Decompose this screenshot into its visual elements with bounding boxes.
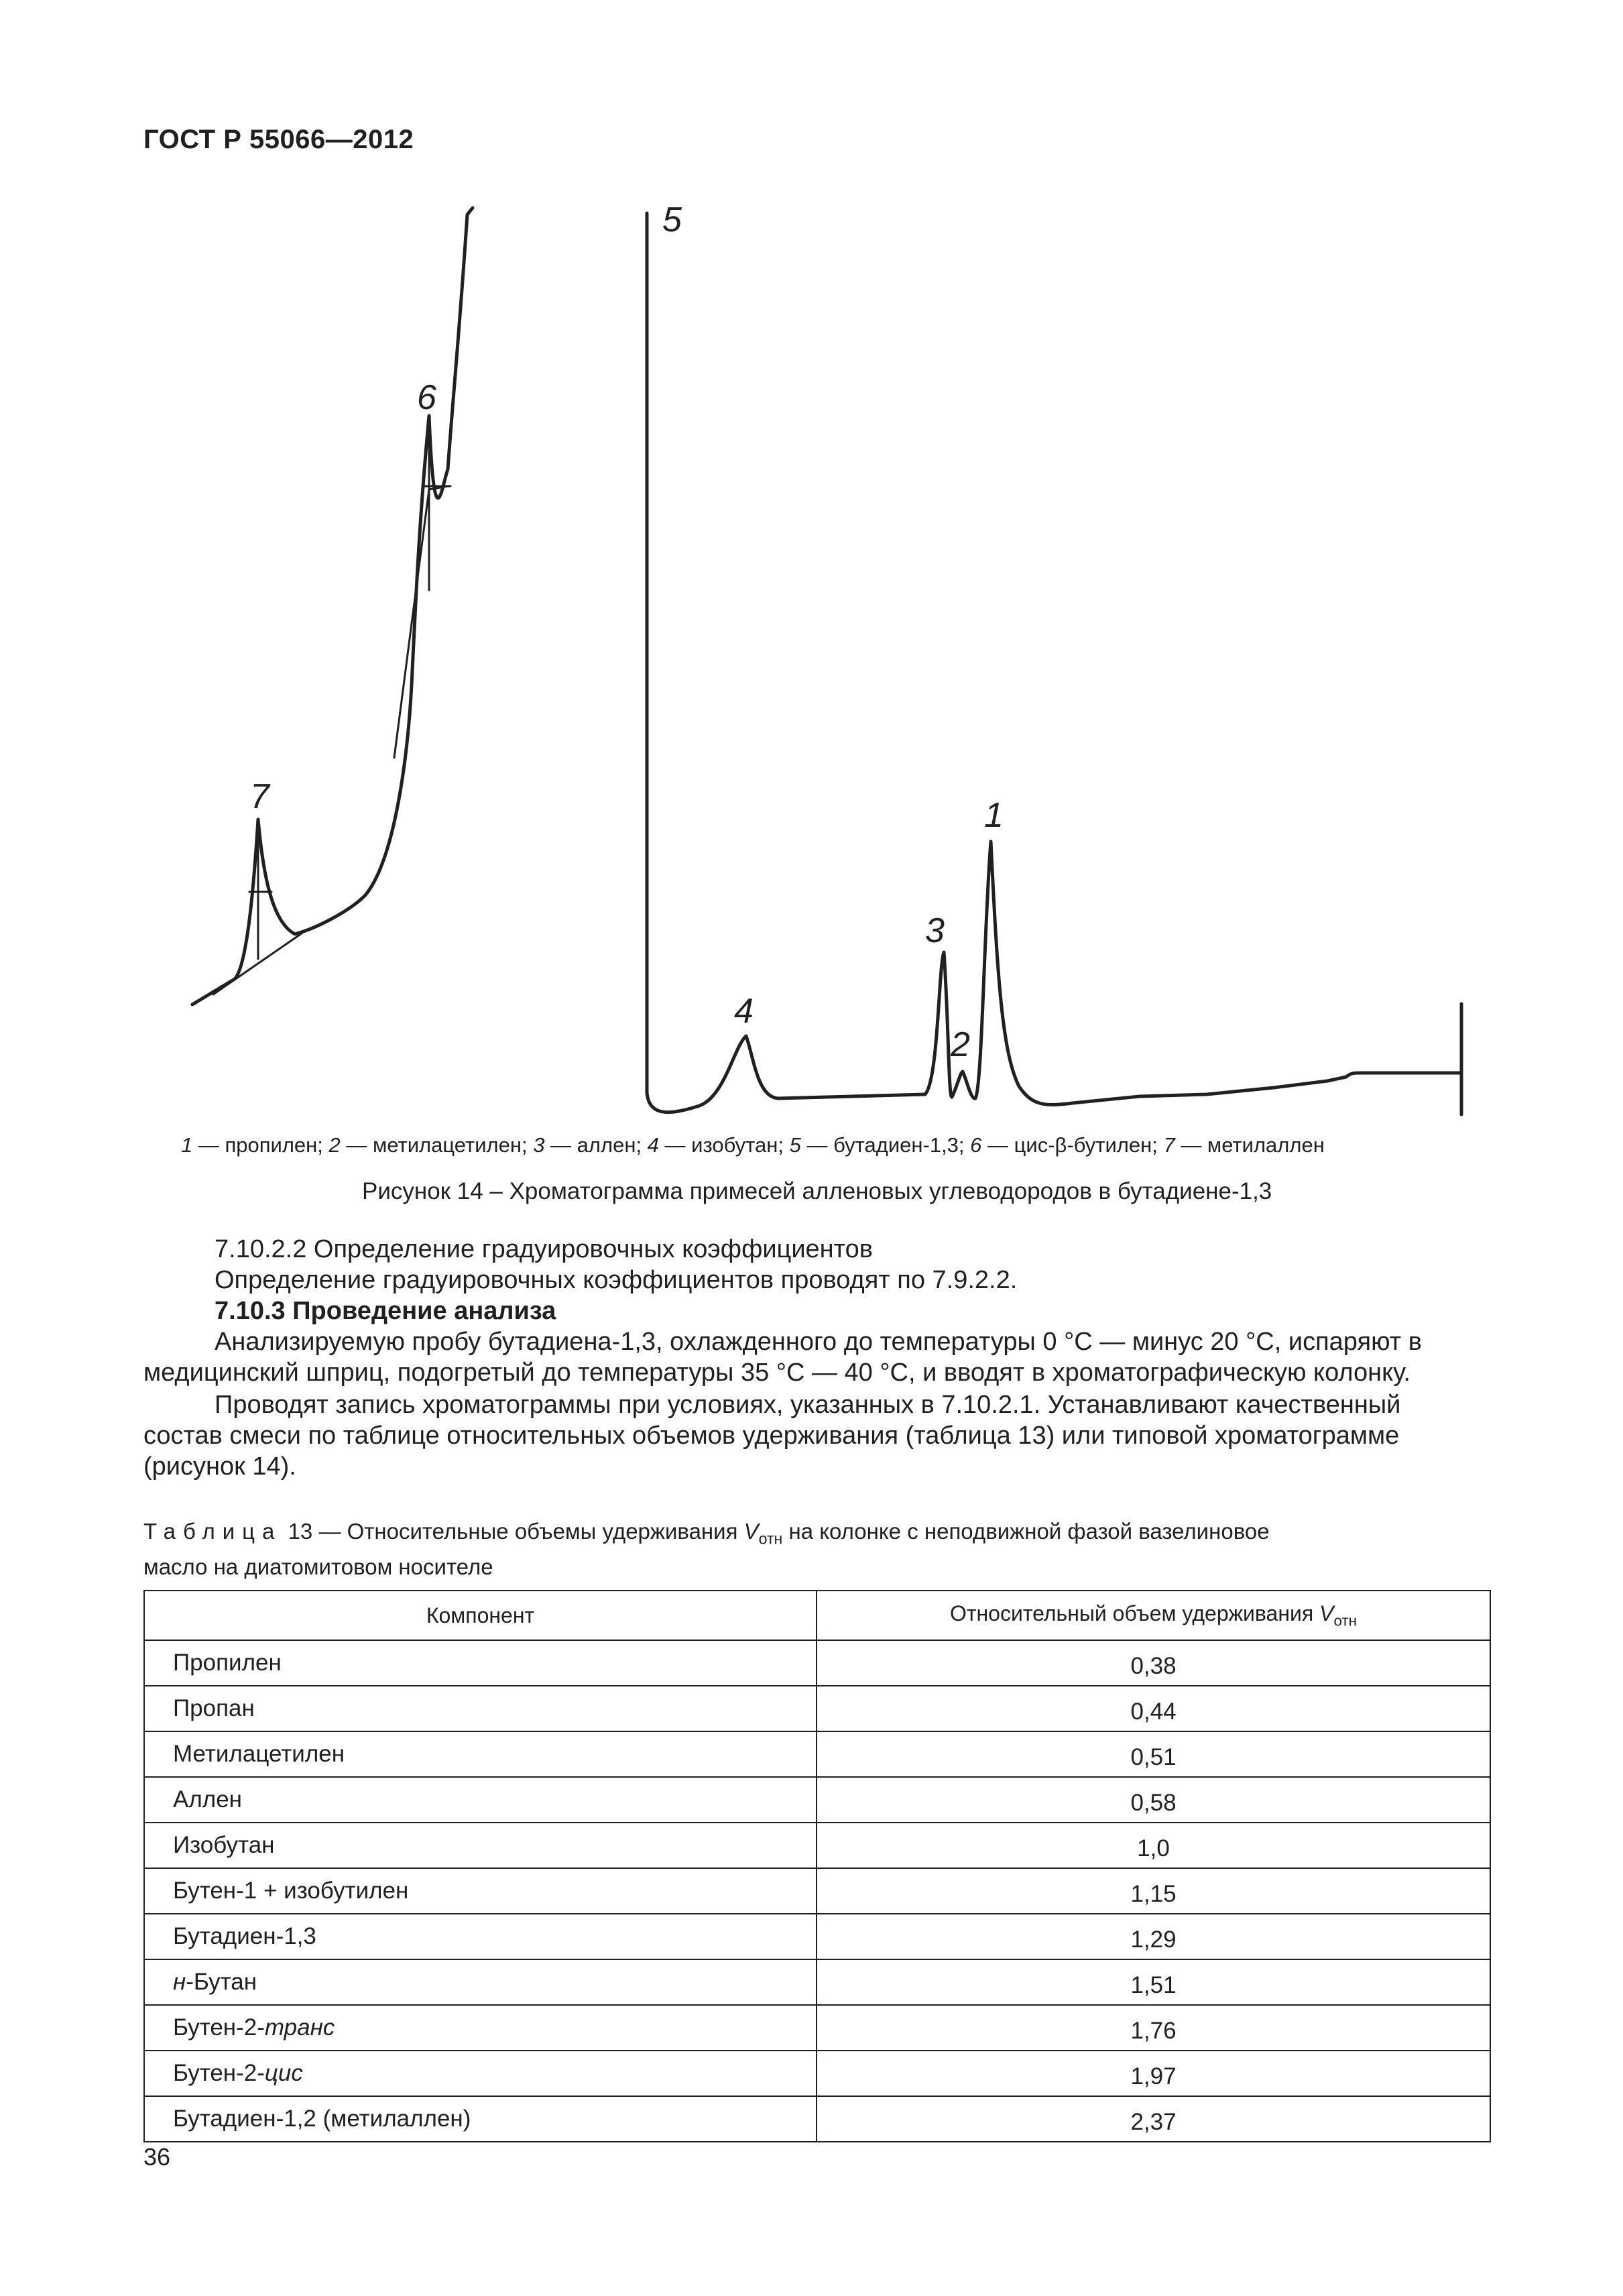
component-name: Пропан — [144, 1686, 817, 1731]
component-name: Аллен — [144, 1777, 817, 1823]
left-trace — [192, 208, 473, 1005]
legend-text-2: — метилацетилен; — [340, 1133, 534, 1157]
column-header-component: Компонент — [144, 1591, 817, 1640]
retention-value: 1,76 — [817, 2005, 1490, 2051]
chromatogram — [0, 0, 1623, 1140]
legend-text-3: — аллен; — [544, 1133, 648, 1157]
table-row — [144, 1777, 1490, 1823]
paragraph-record-line1: Проводят запись хроматограммы при условиях, указанных в 7.10.2.1. Устанавливают качественный — [215, 1391, 1401, 1419]
table-caption-sub: отн — [758, 1530, 783, 1548]
column-header-sub: отн — [1333, 1612, 1358, 1629]
paragraph-analysis-line2: медицинский шприц, подогретый до температуры 35 °С — 40 °С, и вводят в хроматографическую колонку. — [143, 1359, 1410, 1387]
retention-value: 1,15 — [817, 1868, 1490, 1914]
table-word: Таблица — [143, 1519, 282, 1544]
paragraph-record-line2: состав смеси по таблице относительных объемов удерживания (таблица 13) или типовой хроматограмме — [143, 1422, 1400, 1450]
component-name — [144, 2051, 817, 2096]
section-7-10-3-heading: 7.10.3 Проведение анализа — [215, 1297, 556, 1325]
component-name — [144, 2005, 817, 2051]
table-row — [144, 2005, 1490, 2051]
legend-text-4: — изобутан; — [658, 1133, 790, 1157]
retention-value: 1,51 — [817, 1959, 1490, 2005]
legend-num-7: 7 — [1163, 1133, 1175, 1157]
column-header-volume-text: Относительный объем удерживания — [949, 1601, 1320, 1625]
column-header-volume — [817, 1591, 1490, 1640]
component-name — [144, 1959, 817, 2005]
table-row — [144, 1686, 1490, 1731]
legend-num-2: 2 — [328, 1133, 341, 1157]
table-caption — [143, 1517, 1491, 1581]
component-name: Изобутан — [144, 1823, 817, 1868]
component-name-base: Бутен-2- — [173, 2014, 265, 2041]
table-row — [144, 1640, 1490, 1686]
table-caption-var: V — [743, 1519, 759, 1544]
paragraph-record-line3: (рисунок 14). — [143, 1452, 296, 1481]
page-number: 36 — [143, 2143, 171, 2171]
table-row — [144, 2051, 1490, 2096]
peak-label-4: 4 — [734, 992, 754, 1031]
retention-value: 1,29 — [817, 1914, 1490, 1959]
table-row — [144, 1823, 1490, 1868]
peak-label-5: 5 — [662, 200, 682, 239]
retention-value: 1,0 — [817, 1823, 1490, 1868]
component-name-suffix: цис — [264, 2060, 303, 2086]
column-header-var: V — [1319, 1601, 1334, 1625]
legend-num-1: 1 — [181, 1133, 193, 1157]
component-name: Бутадиен-1,3 — [144, 1914, 817, 1959]
component-name-suffix: транс — [264, 2014, 335, 2041]
component-name-base: Бутен-2- — [173, 2060, 265, 2086]
retention-value: 2,37 — [817, 2096, 1490, 2142]
table-caption-text: — Относительные объемы удерживания — [312, 1519, 744, 1544]
peak-label-7: 7 — [250, 777, 269, 816]
component-name: Бутадиен-1,2 (метилаллен) — [144, 2096, 817, 2142]
retention-value: 0,58 — [817, 1777, 1490, 1823]
legend-num-4: 4 — [647, 1133, 659, 1157]
retention-value: 0,38 — [817, 1640, 1490, 1686]
component-name-prefix: н — [173, 1969, 186, 1995]
table-caption-tail: на колонке с неподвижной фазой вазелиновое — [782, 1519, 1270, 1544]
section-7-10-2-2: 7.10.2.2 Определение градуировочных коэффициентов — [215, 1235, 873, 1263]
table-row — [144, 1868, 1490, 1914]
legend-num-3: 3 — [533, 1133, 545, 1157]
retention-value: 0,44 — [817, 1686, 1490, 1731]
right-trace — [647, 213, 1360, 1112]
legend-num-5: 5 — [789, 1133, 801, 1157]
component-name: Метилацетилен — [144, 1731, 817, 1777]
paragraph-analysis-line1: Анализируемую пробу бутадиена-1,3, охлажденного до температуры 0 °С — минус 20 °С, испаряют в — [215, 1328, 1422, 1356]
legend-text-5: — бутадиен-1,3; — [800, 1133, 971, 1157]
retention-value: 1,97 — [817, 2051, 1490, 2096]
table-row — [144, 2096, 1490, 2142]
table-number: 13 — [288, 1519, 313, 1544]
retention-table — [143, 1590, 1491, 2142]
peak-label-3: 3 — [925, 911, 945, 950]
peak-label-2: 2 — [951, 1025, 970, 1064]
table-row — [144, 1959, 1490, 2005]
legend-num-6: 6 — [970, 1133, 982, 1157]
component-name: Пропилен — [144, 1640, 817, 1686]
table-row — [144, 1914, 1490, 1959]
component-name-rest: -Бутан — [186, 1969, 257, 1995]
paragraph-calibration: Определение градуировочных коэффициентов проводят по 7.9.2.2. — [215, 1266, 1018, 1294]
retention-value: 0,51 — [817, 1731, 1490, 1777]
legend-text-1: — пропилен; — [192, 1133, 329, 1157]
figure-legend — [181, 1133, 1325, 1157]
document-header: ГОСТ Р 55066—2012 — [143, 125, 414, 154]
table-row — [144, 1731, 1490, 1777]
table-header-row — [144, 1591, 1490, 1640]
legend-text-7: — метилаллен — [1175, 1133, 1325, 1157]
figure-caption: Рисунок 14 – Хроматограмма примесей алленовых углеводородов в бутадиене-1,3 — [362, 1178, 1272, 1204]
table-caption-line2: масло на диатомитовом носителе — [143, 1554, 493, 1579]
peak-label-1: 1 — [984, 796, 1004, 835]
component-name: Бутен-1 + изобутилен — [144, 1868, 817, 1914]
legend-text-6: — цис-β-бутилен; — [981, 1133, 1164, 1157]
peak-label-6: 6 — [417, 378, 436, 417]
